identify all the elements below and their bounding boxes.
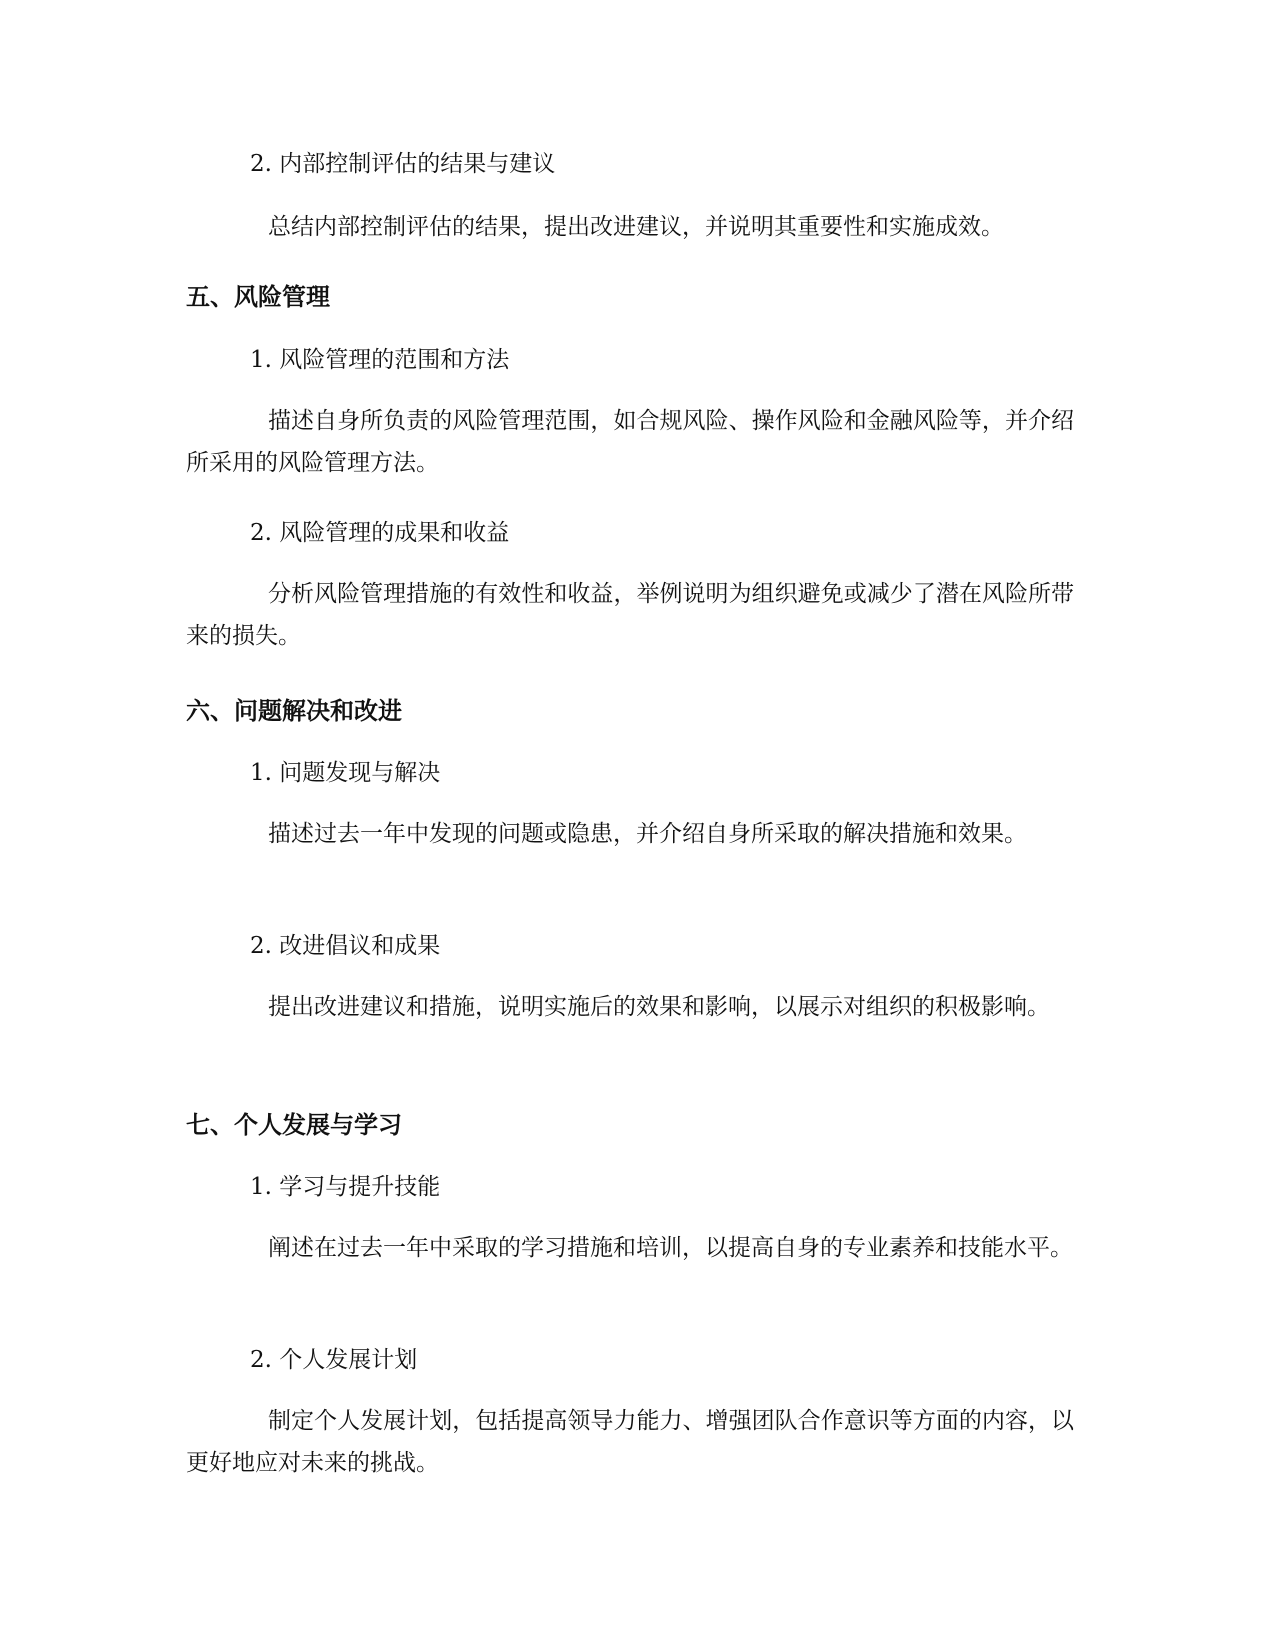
subsection-title: 1. 学习与提升技能	[250, 1174, 441, 1200]
paragraph: 描述过去一年中发现的问题或隐患，并介绍自身所采取的解决措施和效果。	[268, 821, 1027, 847]
paragraph: 制定个人发展计划，包括提高领导力能力、增强团队合作意识等方面的内容，以更好地应对未来的挑战。	[186, 1408, 1074, 1476]
subsection-title: 2. 个人发展计划	[250, 1347, 418, 1373]
paragraph: 分析风险管理措施的有效性和收益，举例说明为组织避免或减少了潜在风险所带来的损失。	[186, 581, 1074, 649]
section-heading: 五、风险管理	[186, 283, 330, 311]
subsection-title: 1. 问题发现与解决	[250, 760, 441, 786]
subsection-title: 2. 风险管理的成果和收益	[250, 520, 510, 546]
subsection-title: 2. 改进倡议和成果	[250, 933, 441, 959]
section-heading: 六、问题解决和改进	[186, 697, 402, 725]
paragraph: 提出改进建议和措施，说明实施后的效果和影响，以展示对组织的积极影响。	[268, 994, 1050, 1020]
paragraph: 描述自身所负责的风险管理范围，如合规风险、操作风险和金融风险等，并介绍所采用的风险管理方法。	[186, 408, 1074, 476]
subsection-title: 1. 风险管理的范围和方法	[250, 347, 510, 373]
subsection-title: 2. 内部控制评估的结果与建议	[250, 151, 556, 177]
paragraph: 阐述在过去一年中采取的学习措施和培训，以提高自身的专业素养和技能水平。	[268, 1235, 1073, 1261]
paragraph: 总结内部控制评估的结果，提出改进建议，并说明其重要性和实施成效。	[268, 214, 1004, 240]
section-heading: 七、个人发展与学习	[186, 1111, 402, 1139]
